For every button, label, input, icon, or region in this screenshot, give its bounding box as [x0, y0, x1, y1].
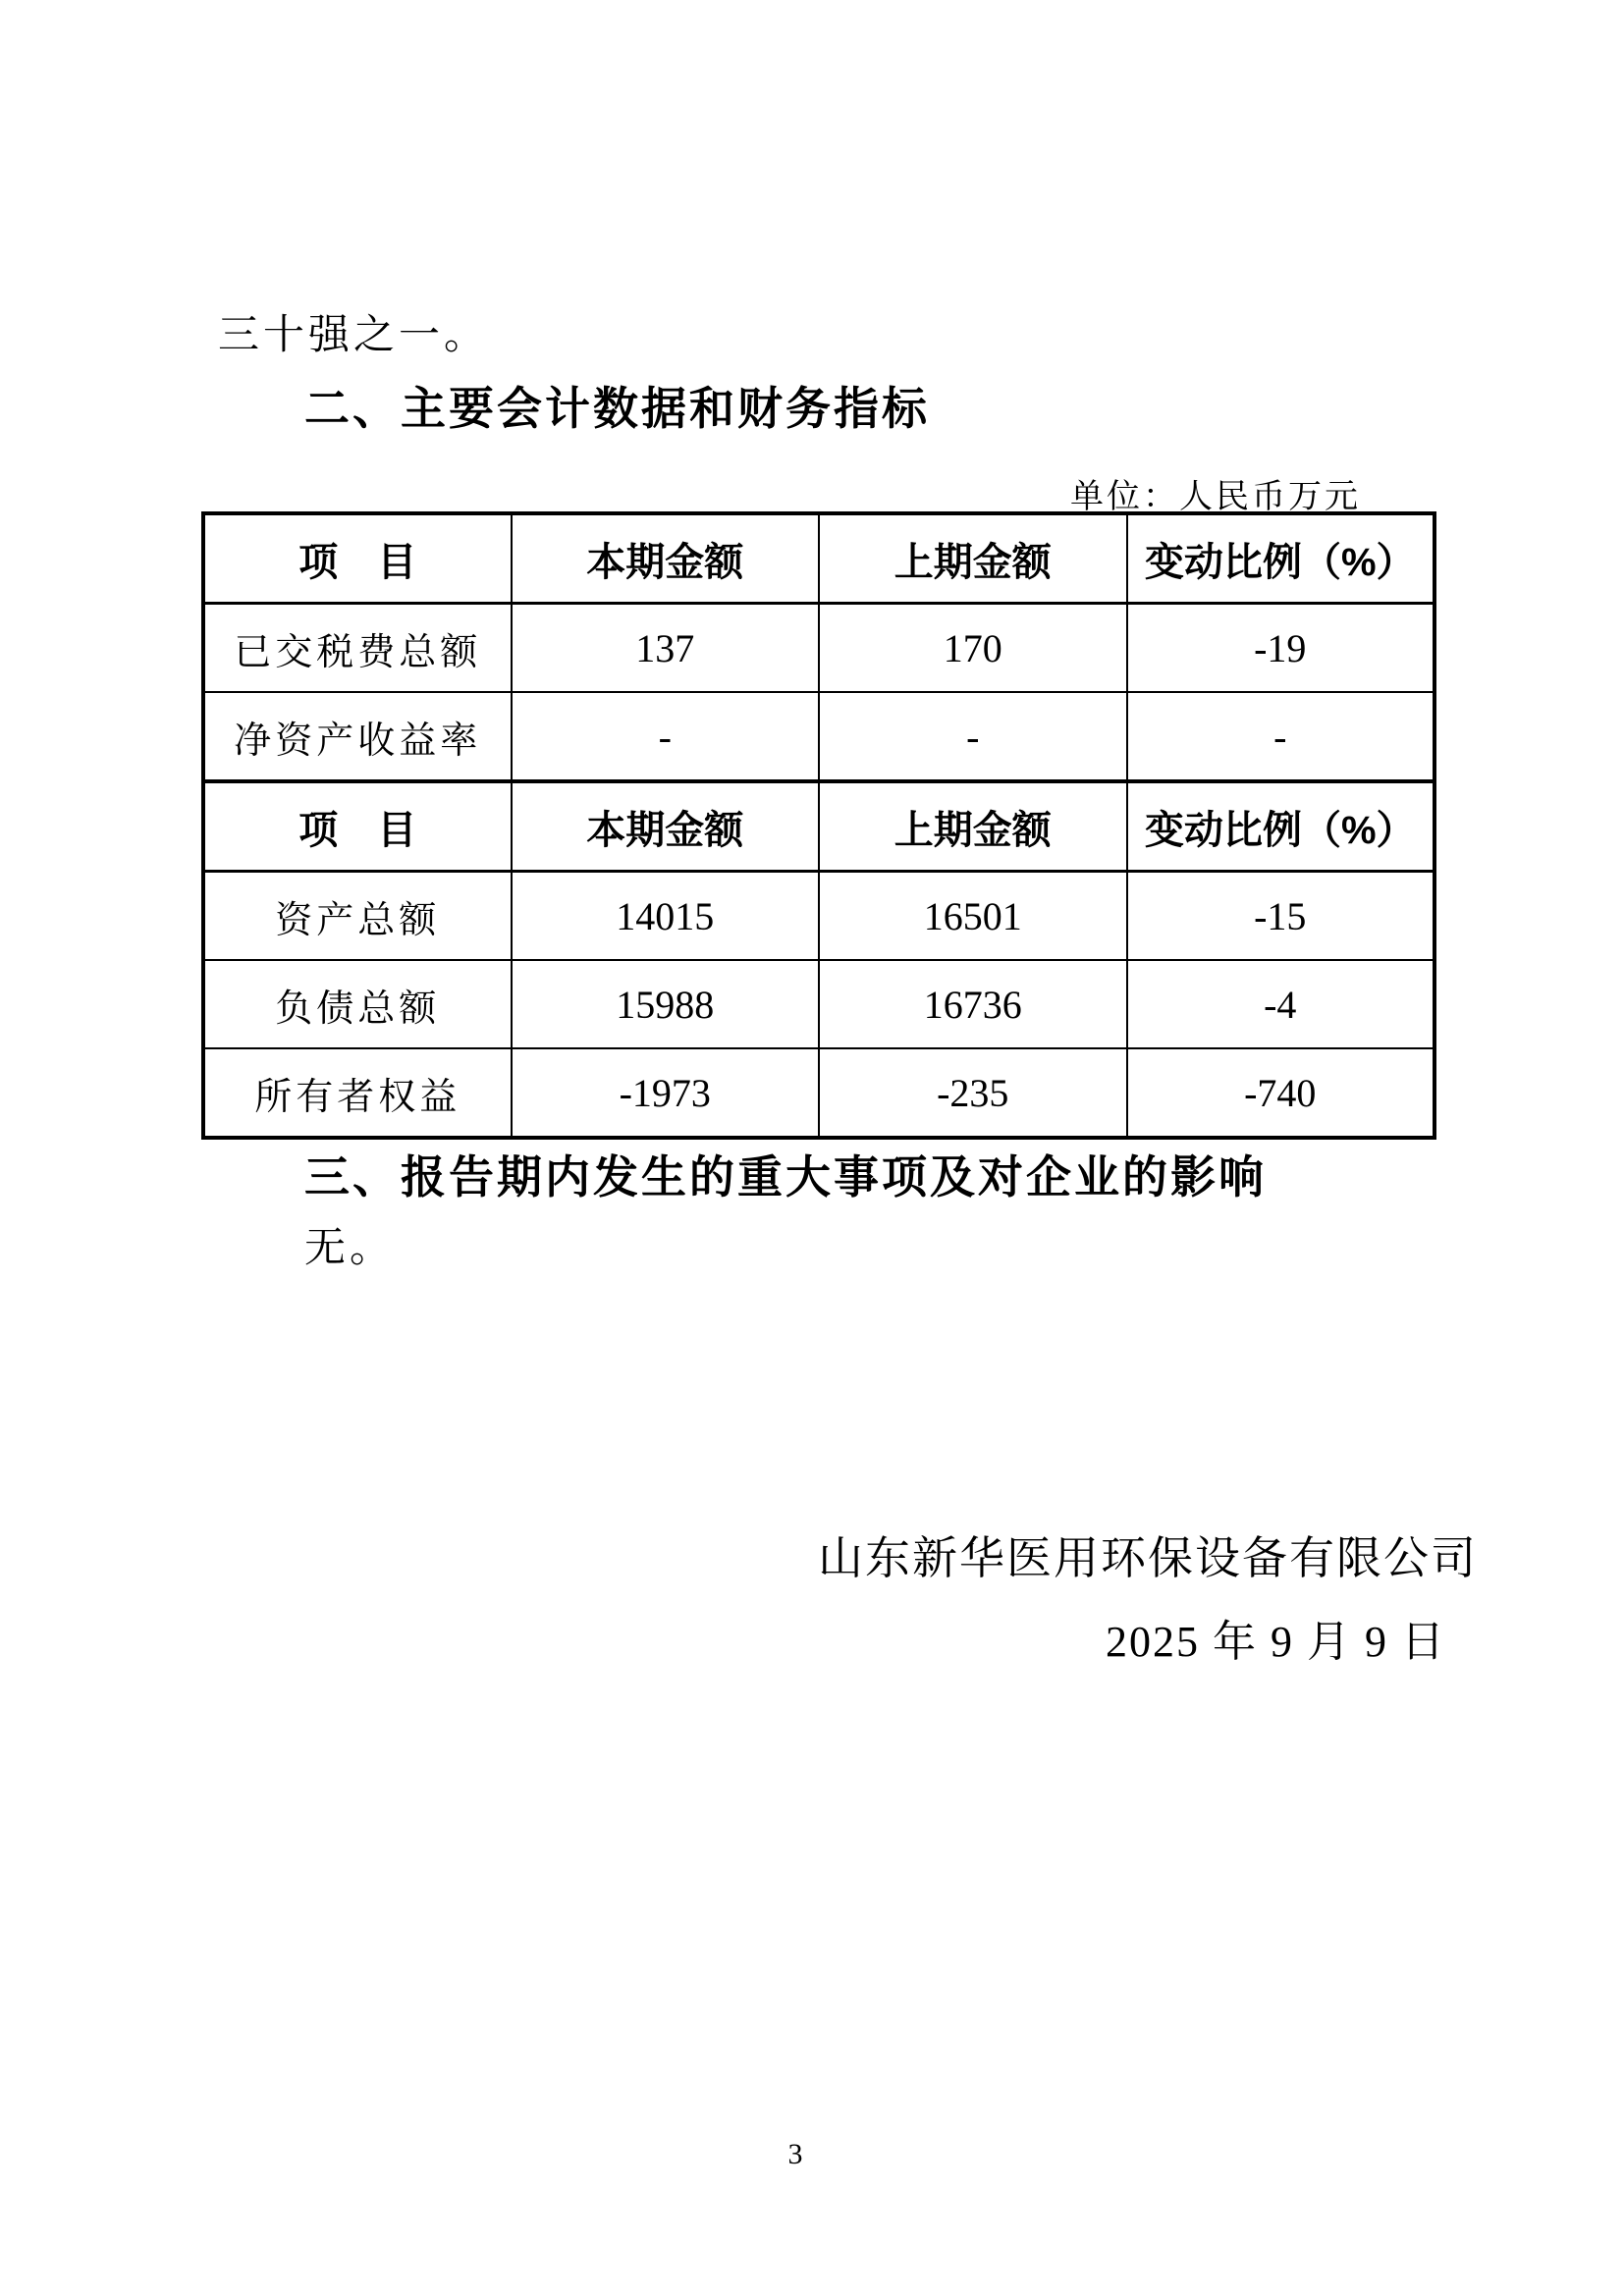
table-cell-value: -: [819, 692, 1127, 781]
table-cell-value: 170: [819, 604, 1127, 693]
table-cell-value: -19: [1127, 604, 1435, 693]
table-cell-value: -235: [819, 1048, 1127, 1138]
paragraph-continuation: 三十强之一。: [218, 313, 490, 358]
section-3-body: 无。: [304, 1226, 396, 1271]
table-row: [203, 1048, 1435, 1138]
financial-indicators-table: [201, 511, 1436, 1140]
signature-company-name: 山东新华医用环保设备有限公司: [818, 1533, 1478, 1583]
table-cell-value: -: [512, 692, 820, 781]
table-cell-value: -740: [1127, 1048, 1435, 1138]
section-2-heading: 二、主要会计数据和财务指标: [304, 383, 930, 434]
table-header-cell: 本期金额: [512, 513, 820, 604]
table-cell-value: -: [1127, 692, 1435, 781]
table-row: [203, 692, 1435, 781]
table-row: [203, 960, 1435, 1048]
table-row: [203, 872, 1435, 961]
table-header-cell: 变动比例（%）: [1127, 513, 1435, 604]
table-header-cell: 上期金额: [819, 781, 1127, 872]
table-cell-value: 16736: [819, 960, 1127, 1048]
table-header-cell: 本期金额: [512, 781, 820, 872]
table-cell-label: 净资产收益率: [203, 692, 512, 781]
table-cell-value: 15988: [512, 960, 820, 1048]
table-header-row: [203, 513, 1435, 604]
table-cell-label: 资产总额: [203, 872, 512, 961]
table-cell-value: 16501: [819, 872, 1127, 961]
table-cell-value: 137: [512, 604, 820, 693]
table-header-cell: 上期金额: [819, 513, 1127, 604]
table-row: [203, 604, 1435, 693]
table-cell-value: -15: [1127, 872, 1435, 961]
signature-date: 2025 年 9 月 9 日: [1106, 1618, 1446, 1666]
table-header-cell: 项 目: [203, 513, 512, 604]
table-header-cell: 项 目: [203, 781, 512, 872]
table-cell-label: 所有者权益: [203, 1048, 512, 1138]
table-cell-value: -4: [1127, 960, 1435, 1048]
section-3-heading: 三、报告期内发生的重大事项及对企业的影响: [304, 1151, 1267, 1202]
table-cell-value: 14015: [512, 872, 820, 961]
table-header-row: [203, 781, 1435, 872]
table-cell-label: 已交税费总额: [203, 604, 512, 693]
page-number: 3: [787, 2138, 803, 2170]
table-header-cell: 变动比例（%）: [1127, 781, 1435, 872]
table-cell-label: 负债总额: [203, 960, 512, 1048]
table-unit-note: 单位：人民币万元: [1070, 479, 1361, 515]
table-cell-value: -1973: [512, 1048, 820, 1138]
